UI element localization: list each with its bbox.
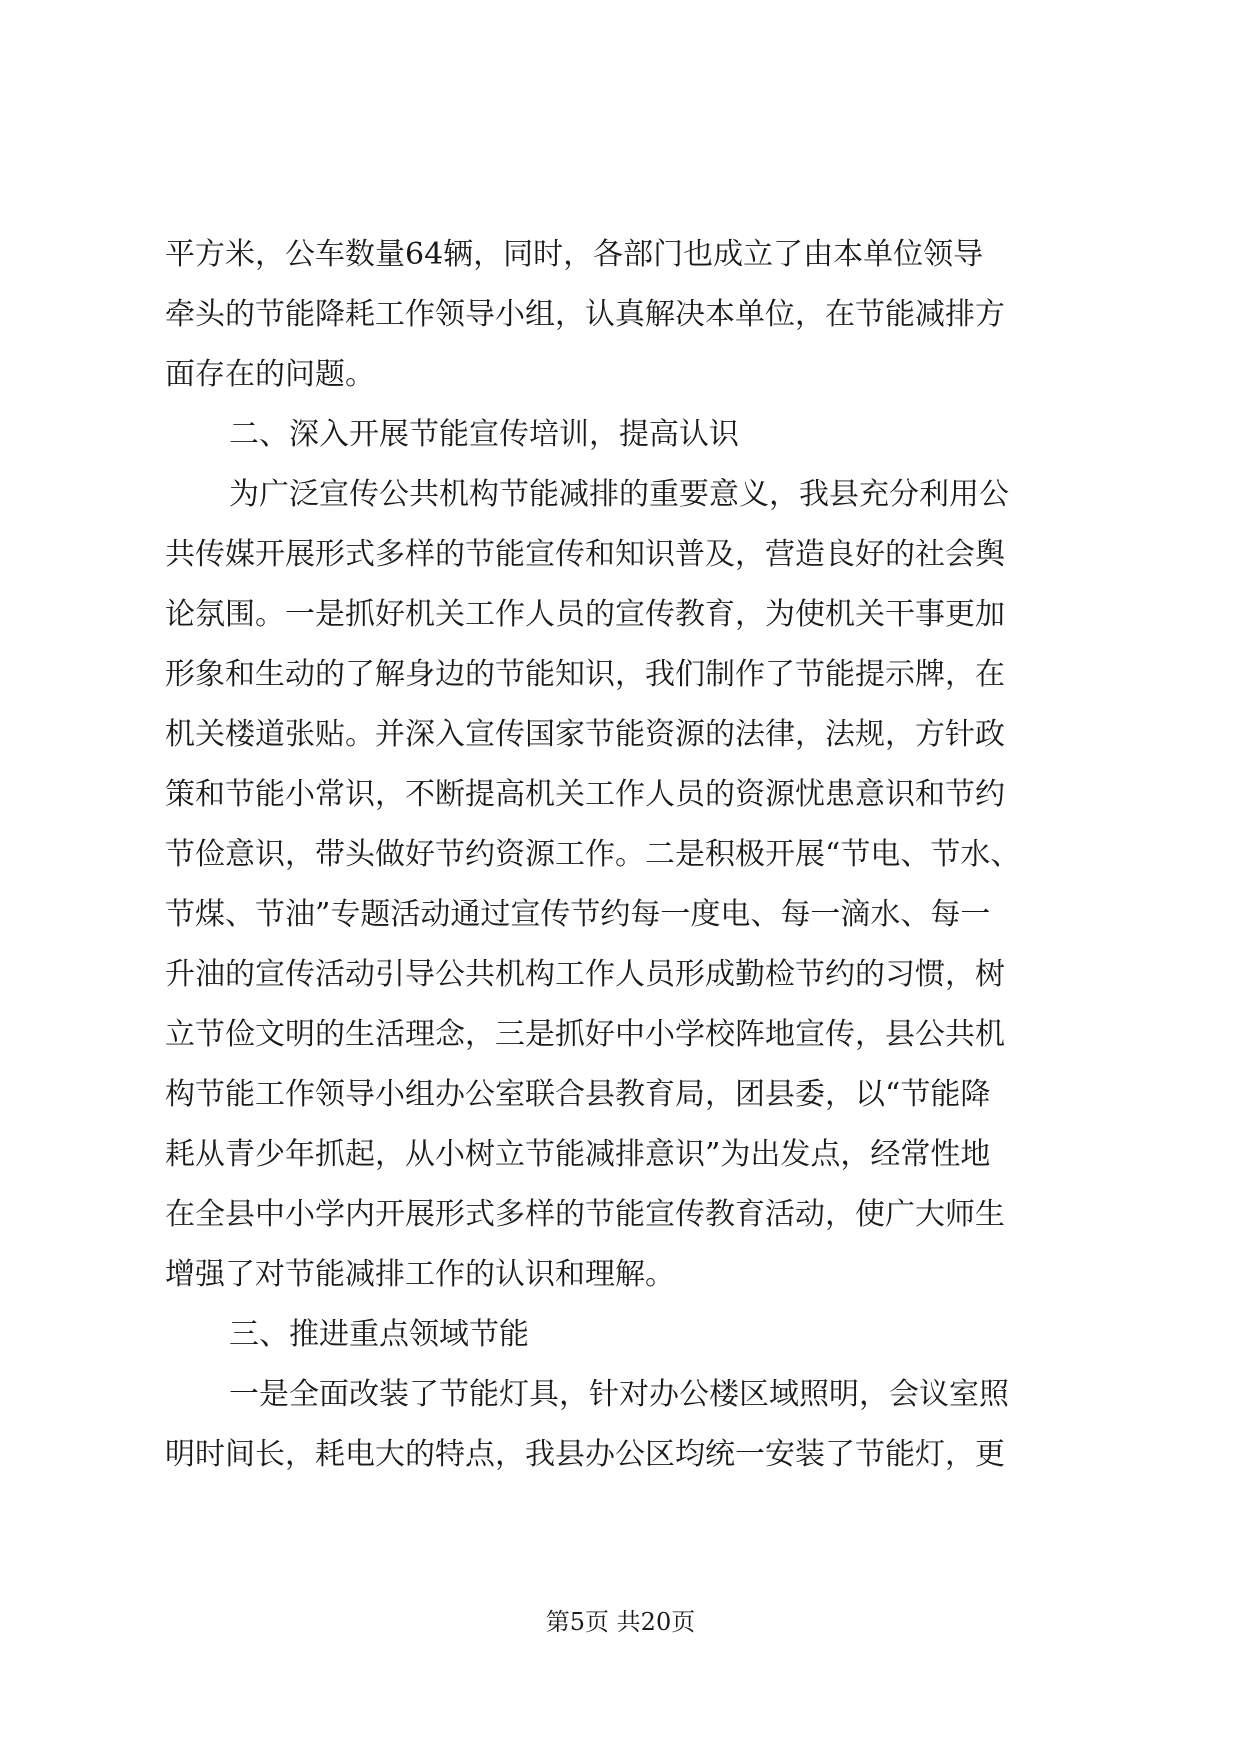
body-line: 牵头的节能降耗工作领导小组，认真解决本单位，在节能减排方 <box>165 297 1005 332</box>
body-line: 升油的宣传活动引导公共机构工作人员形成勤检节约的习惯，树 <box>165 957 1005 992</box>
section-heading: 三、推进重点领域节能 <box>229 1317 529 1352</box>
body-line: 增强了对节能减排工作的认识和理解。 <box>165 1257 675 1292</box>
body-line: 形象和生动的了解身边的节能知识，我们制作了节能提示牌，在 <box>165 657 1005 692</box>
body-line: 论氛围。一是抓好机关工作人员的宣传教育，为使机关干事更加 <box>165 597 1005 632</box>
section-heading: 二、深入开展节能宣传培训，提高认识 <box>229 417 739 452</box>
body-line: 立节俭文明的生活理念，三是抓好中小学校阵地宣传，县公共机 <box>165 1017 1005 1052</box>
body-line: 面存在的问题。 <box>165 357 375 392</box>
body-line: 明时间长，耗电大的特点，我县办公区均统一安装了节能灯，更 <box>165 1437 1005 1472</box>
body-line: 平方米，公车数量64辆，同时，各部门也成立了由本单位领导 <box>165 237 984 272</box>
body-line: 策和节能小常识，不断提高机关工作人员的资源忧患意识和节约 <box>165 777 1005 812</box>
body-line: 节俭意识，带头做好节约资源工作。二是积极开展“节电、节水、 <box>165 837 1021 872</box>
page-number: 第5页 共20页 <box>545 1608 696 1636</box>
page-footer <box>0 1602 1241 1637</box>
body-line: 在全县中小学内开展形式多样的节能宣传教育活动，使广大师生 <box>165 1197 1005 1232</box>
body-line: 构节能工作领导小组办公室联合县教育局，团县委，以“节能降 <box>165 1077 991 1112</box>
body-line: 为广泛宣传公共机构节能减排的重要意义，我县充分利用公 <box>229 477 1009 512</box>
document-body <box>165 225 1085 1485</box>
body-line: 节煤、节油”专题活动通过宣传节约每一度电、每一滴水、每一 <box>165 897 991 932</box>
body-line: 耗从青少年抓起，从小树立节能减排意识”为出发点，经常性地 <box>165 1137 991 1172</box>
body-line: 一是全面改装了节能灯具，针对办公楼区域照明，会议室照 <box>229 1377 1009 1412</box>
body-line: 机关楼道张贴。并深入宣传国家节能资源的法律，法规，方针政 <box>165 717 1005 752</box>
body-line: 共传媒开展形式多样的节能宣传和知识普及，营造良好的社会舆 <box>165 537 1005 572</box>
